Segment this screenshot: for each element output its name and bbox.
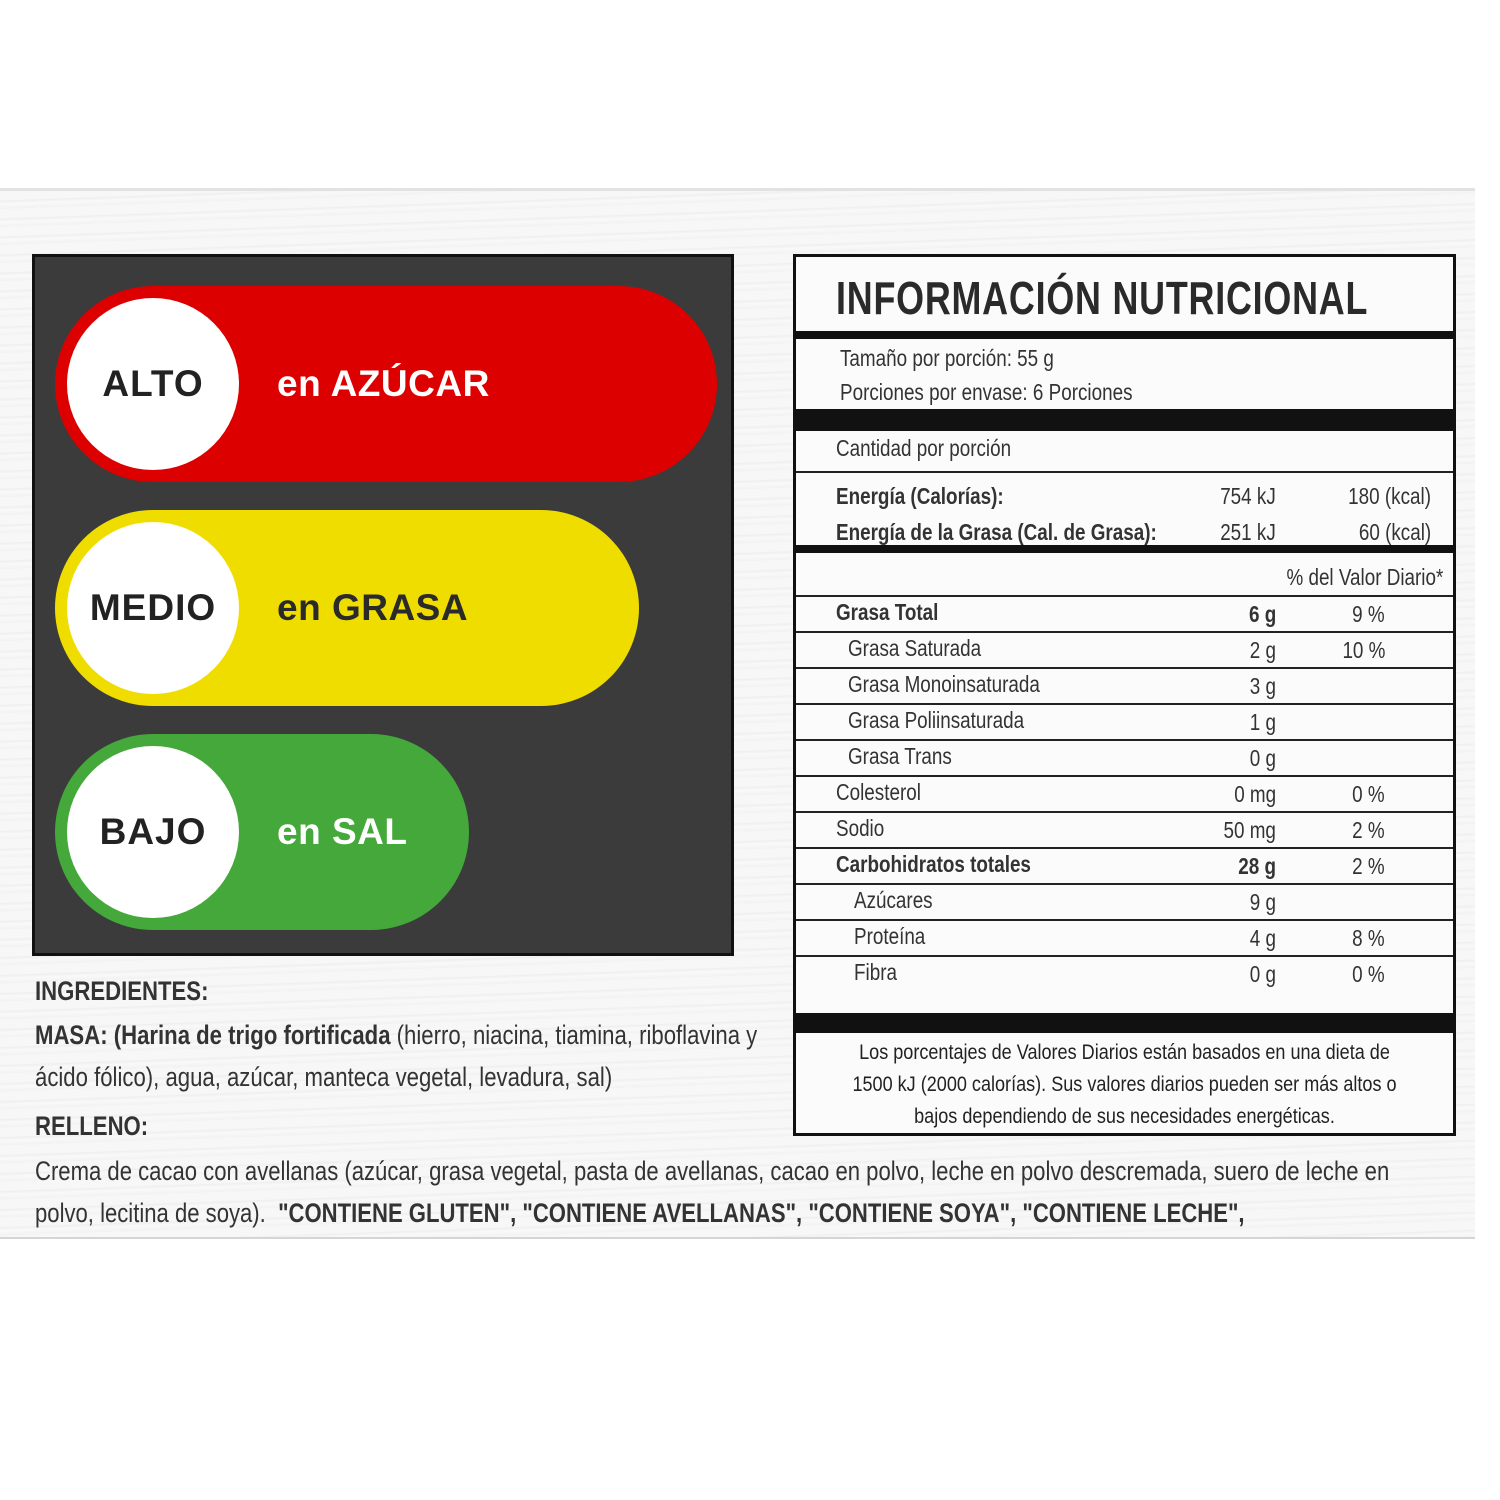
divider bbox=[796, 919, 1453, 921]
nutrient-name: Carbohidratos totales bbox=[836, 851, 1031, 877]
warning-level: BAJO bbox=[67, 746, 239, 918]
nutrient-amount: 28 g bbox=[1238, 853, 1276, 879]
ingredients-masa bbox=[35, 1014, 765, 1098]
divider bbox=[796, 883, 1453, 885]
nutrient-amount: 0 g bbox=[1249, 961, 1276, 987]
divider bbox=[796, 545, 1453, 553]
divider bbox=[796, 331, 1453, 339]
energy-kj: 754 kJ bbox=[1220, 483, 1276, 509]
fat-energy-label: Energía de la Grasa (Cal. de Grasa): bbox=[836, 519, 1157, 545]
nutrient-amount: 2 g bbox=[1249, 637, 1276, 663]
nutrient-amount: 0 g bbox=[1249, 745, 1276, 771]
energy-kcal: 180 (kcal) bbox=[1348, 483, 1431, 509]
divider bbox=[796, 631, 1453, 633]
warning-semaphore bbox=[32, 254, 734, 956]
nutrient-daily-value: 0 % bbox=[1352, 781, 1385, 807]
warning-label: en AZÚCAR bbox=[277, 363, 490, 404]
masa-bold: (Harina de trigo fortificada bbox=[113, 1020, 391, 1050]
relleno-text: Crema de cacao con avellanas (azúcar, grasa vegetal, pasta de avellanas, cacao en polvo, leche en polvo descremada, suero de leche en polvo, lecitina de soya). bbox=[35, 1156, 1390, 1228]
warning-label: en GRASA bbox=[277, 587, 469, 628]
warning-salt bbox=[55, 734, 469, 930]
divider bbox=[796, 811, 1453, 813]
nutrient-daily-value: 2 % bbox=[1352, 853, 1385, 879]
nutrient-daily-value: 2 % bbox=[1352, 817, 1385, 843]
nutrition-facts-table bbox=[793, 254, 1456, 1136]
divider bbox=[796, 703, 1453, 705]
nutrient-amount: 1 g bbox=[1249, 709, 1276, 735]
ingredients-relleno bbox=[35, 1150, 1446, 1234]
daily-value-footnote: Los porcentajes de Valores Diarios están basados en una dieta de 1500 kJ (2000 calorías). Sus valores diarios pueden ser más altos o bajos dependiendo de sus necesidades energéticas. bbox=[852, 1041, 1397, 1128]
masa-text: (hierro, niacina, tiamina, riboflavina y ácido fólico), agua, azúcar, manteca vegetal, levadura, sal) bbox=[35, 1020, 758, 1092]
nutrient-amount: 3 g bbox=[1249, 673, 1276, 699]
energy-label: Energía (Calorías): bbox=[836, 483, 1004, 509]
amount-per-serving: Cantidad por porción bbox=[836, 435, 1012, 461]
divider bbox=[796, 955, 1453, 957]
nutrient-name: Grasa Saturada bbox=[848, 635, 982, 661]
nutrient-amount: 50 mg bbox=[1223, 817, 1276, 843]
divider bbox=[796, 775, 1453, 777]
nutrient-daily-value: 0 % bbox=[1352, 961, 1385, 987]
nutrient-amount: 0 mg bbox=[1234, 781, 1276, 807]
warning-label: en SAL bbox=[277, 811, 408, 852]
nutrient-name: Colesterol bbox=[836, 779, 921, 805]
divider bbox=[796, 471, 1453, 473]
warning-level: ALTO bbox=[67, 298, 239, 470]
fat-energy-kj: 251 kJ bbox=[1220, 519, 1276, 545]
nutrient-name: Grasa Poliinsaturada bbox=[848, 707, 1025, 733]
masa-label: MASA: bbox=[35, 1020, 108, 1050]
nutrient-name: Sodio bbox=[836, 815, 885, 841]
fat-energy-kcal: 60 (kcal) bbox=[1358, 519, 1431, 545]
nutrient-daily-value: 10 % bbox=[1342, 637, 1385, 663]
divider bbox=[796, 739, 1453, 741]
nutrient-name: Grasa Trans bbox=[848, 743, 952, 769]
nutrient-amount: 9 g bbox=[1249, 889, 1276, 915]
nutrient-name: Fibra bbox=[854, 959, 897, 985]
nutrient-daily-value: 9 % bbox=[1352, 601, 1385, 627]
relleno-title: RELLENO: bbox=[35, 1111, 149, 1141]
ingredients-title: INGREDIENTES: bbox=[35, 976, 209, 1006]
nutrient-amount: 4 g bbox=[1249, 925, 1276, 951]
allergen-statement: "CONTIENE GLUTEN", "CONTIENE AVELLANAS", "CONTIENE SOYA", "CONTIENE LECHE", bbox=[278, 1198, 1245, 1228]
warning-fat bbox=[55, 510, 639, 706]
serving-size: Tamaño por porción: 55 g bbox=[840, 345, 1054, 371]
warning-level: MEDIO bbox=[67, 522, 239, 694]
nutrition-title: INFORMACIÓN NUTRICIONAL bbox=[836, 272, 1369, 324]
warning-sugar bbox=[55, 286, 717, 482]
divider bbox=[796, 595, 1453, 597]
divider bbox=[796, 667, 1453, 669]
divider bbox=[796, 409, 1453, 431]
divider bbox=[796, 847, 1453, 849]
nutrient-name: Proteína bbox=[854, 923, 926, 949]
nutrient-daily-value: 8 % bbox=[1352, 925, 1385, 951]
nutrient-name: Grasa Total bbox=[836, 599, 939, 625]
servings-per-container: Porciones por envase: 6 Porciones bbox=[840, 379, 1133, 405]
divider bbox=[796, 1013, 1453, 1033]
nutrient-name: Azúcares bbox=[854, 887, 933, 913]
nutrient-name: Grasa Monoinsaturada bbox=[848, 671, 1040, 697]
daily-value-header: % del Valor Diario* bbox=[1286, 564, 1443, 590]
nutrient-amount: 6 g bbox=[1248, 601, 1276, 627]
